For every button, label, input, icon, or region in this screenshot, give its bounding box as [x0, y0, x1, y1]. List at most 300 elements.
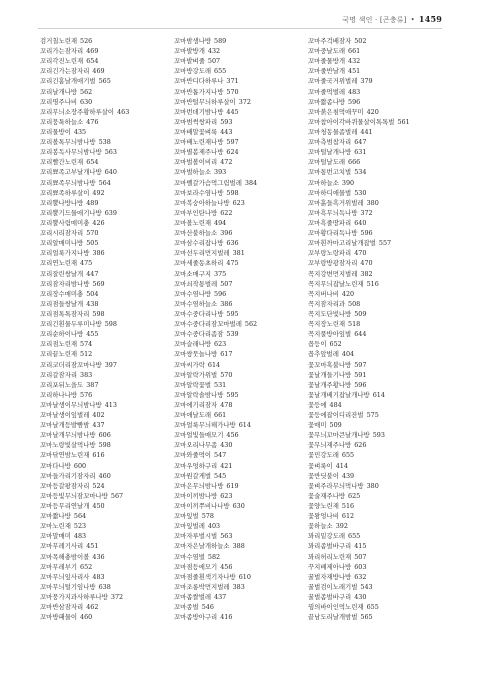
index-term: 꽈리밑강도래 — [308, 532, 346, 541]
index-term: 꼬마흑무늬독나방 — [308, 208, 358, 217]
index-entry — [174, 450, 308, 460]
index-term: 꼬마측범참자리 — [308, 138, 352, 147]
index-page-ref: 570 — [226, 87, 239, 96]
index-page-ref: 598 — [92, 309, 105, 318]
index-entry — [174, 309, 308, 319]
index-entry — [40, 380, 174, 390]
index-page-ref: 570 — [86, 229, 99, 238]
index-entry — [40, 329, 174, 339]
index-page-ref: 386 — [220, 299, 233, 308]
index-term: 꽃무늬꼬마큰날개나방 — [308, 431, 370, 440]
index-entry — [40, 400, 174, 410]
index-page-ref: 507 — [220, 279, 233, 288]
index-term: 꼬마줄먹벌레 — [308, 87, 346, 96]
index-page-ref: 622 — [220, 208, 233, 217]
index-page-ref: 654 — [86, 57, 99, 66]
index-page-ref: 447 — [86, 269, 99, 278]
index-entry — [308, 87, 442, 97]
index-entry — [308, 339, 442, 349]
index-page-ref: 562 — [244, 320, 258, 329]
index-entry — [174, 521, 308, 531]
index-term: 꼬리뾰족고부날개나방 — [40, 168, 102, 177]
index-page-ref: 574 — [80, 340, 93, 349]
index-entry — [308, 188, 442, 198]
index-term: 꼬마방강도래 — [174, 67, 212, 76]
index-term: 꼬리뭉툭하늘소 — [40, 117, 84, 126]
index-page-ref: 432 — [348, 57, 361, 66]
index-term: 꼬마벌볼이비리 — [174, 158, 218, 167]
index-entry — [308, 521, 442, 531]
index-entry — [174, 228, 308, 238]
index-entry — [174, 127, 308, 137]
index-entry — [40, 238, 174, 248]
index-entry — [174, 602, 308, 612]
index-term: 꼬마종벌 — [174, 603, 199, 612]
index-entry — [174, 541, 308, 551]
index-page-ref: 470 — [354, 249, 367, 258]
index-page-ref: 565 — [98, 77, 111, 86]
index-page-ref: 416 — [220, 613, 233, 622]
index-entry — [308, 147, 442, 157]
index-term: 꼬리점톡톡잠자리 — [40, 309, 90, 318]
index-term: 꼭지무늬잡날노린재 — [308, 279, 364, 288]
index-page-ref: 436 — [92, 552, 105, 561]
index-entry — [40, 481, 174, 491]
index-entry — [308, 178, 442, 188]
index-entry — [40, 471, 174, 481]
index-entry — [40, 410, 174, 420]
index-term: 꼬마등갈팡잠자리 — [40, 481, 90, 490]
index-term: 꼬리볼톡무늬밤나방 — [40, 138, 96, 147]
index-entry — [40, 511, 174, 521]
index-term: 꼬리코더리잠꼬마나방 — [40, 360, 102, 369]
index-page-ref: 570 — [220, 370, 233, 379]
index-page-ref: 569 — [92, 279, 105, 288]
index-term: 꼬리잠자리밤나방 — [40, 279, 90, 288]
index-entry — [40, 127, 174, 137]
index-entry — [40, 218, 174, 228]
index-entry — [174, 552, 308, 562]
index-entry — [308, 612, 442, 622]
index-term: 꼬리뿔나방나방 — [40, 198, 84, 207]
index-entry — [40, 137, 174, 147]
index-page-ref: 478 — [220, 400, 233, 409]
index-page-ref: 489 — [86, 198, 99, 207]
index-entry — [308, 471, 442, 481]
index-entry — [40, 188, 174, 198]
index-page-ref: 430 — [220, 441, 233, 450]
index-page-ref: 652 — [80, 562, 93, 571]
index-term: 꼭지강변먼지벌레 — [308, 269, 358, 278]
index-page-ref: 404 — [341, 350, 355, 359]
index-page-ref: 603 — [354, 562, 367, 571]
index-entry — [174, 491, 308, 501]
index-term: 꼬마등무리연날개 — [40, 502, 90, 511]
index-entry — [40, 107, 174, 117]
index-term: 꼬마볼노린재 — [174, 218, 212, 227]
index-term: 꼬마날개무늬밤나방 — [40, 431, 96, 440]
index-term: 꼬마별봄제주나방 — [174, 148, 224, 157]
index-term: 꼬리점들쌍날개 — [40, 299, 84, 308]
index-term: 꽃벼룩이 — [308, 461, 333, 470]
index-term: 꽈리허리노린재 — [308, 552, 352, 561]
index-term: 꼬마잎벌레 — [174, 522, 205, 531]
index-term: 꼬마쇠작통벌레 — [174, 279, 218, 288]
index-page-ref: 504 — [86, 289, 99, 298]
index-term: 꼬마애날도래 — [174, 411, 212, 420]
index-page-ref: 596 — [354, 380, 367, 389]
index-term: 꼬마등빛무늬잠꼬마나방 — [40, 491, 108, 500]
index-page-ref: 562 — [80, 87, 93, 96]
index-term: 꼬마이끼쭈비나나방 — [174, 502, 230, 511]
header-divider — [38, 28, 442, 29]
index-term: 꼬마참아이각바퀴물살이톡톡벌 — [308, 117, 395, 126]
index-entry — [308, 582, 442, 592]
index-entry — [308, 127, 442, 137]
index-entry — [40, 178, 174, 188]
index-term: 꼬리날개나방 — [40, 87, 78, 96]
index-entry — [308, 562, 442, 572]
index-term: 꼬마하늘소 — [308, 178, 339, 187]
index-entry — [308, 450, 442, 460]
index-term: 꼬마노린재 — [40, 522, 71, 531]
index-entry — [308, 258, 442, 268]
index-entry — [40, 36, 174, 46]
index-term: 꼬마다나방 — [40, 461, 71, 470]
index-entry — [174, 107, 308, 117]
index-page-ref: 598 — [226, 188, 239, 197]
index-term: 꼬마배말꽃벼룩 — [174, 127, 218, 136]
index-entry — [40, 319, 174, 329]
index-page-ref: 567 — [110, 491, 124, 500]
index-term: 꼬리뿔사림매미충 — [40, 218, 90, 227]
index-page-ref: 381 — [232, 249, 245, 258]
index-page-ref: 437 — [92, 421, 105, 430]
index-term: 꼬마점등에모기 — [174, 562, 218, 571]
index-entry — [308, 410, 442, 420]
index-term: 꼬리뾰족무늬밤나방 — [40, 178, 96, 187]
index-page-ref: 661 — [348, 47, 361, 56]
index-entry — [40, 461, 174, 471]
index-term: 꼬마좀방아구리 — [174, 613, 218, 622]
index-page-ref: 505 — [86, 239, 99, 248]
index-entry — [308, 56, 442, 66]
index-page-ref: 462 — [86, 603, 99, 612]
index-page-ref: 610 — [238, 572, 251, 581]
index-page-ref: 484 — [329, 400, 342, 409]
index-term: 꼬마에기리잠자 — [174, 400, 218, 409]
index-page-ref: 644 — [354, 330, 367, 339]
index-entry — [308, 572, 442, 582]
index-page-ref: 526 — [80, 37, 93, 45]
index-term: 꽃날개배기잡날개나방 — [308, 390, 370, 399]
index-entry — [174, 87, 308, 97]
index-entry — [308, 501, 442, 511]
index-entry — [308, 46, 442, 56]
index-entry — [174, 360, 308, 370]
index-page-ref: 386 — [92, 249, 105, 258]
index-term: 꽃무늬재주나방 — [308, 441, 352, 450]
index-term: 꼬리빨간노린재 — [40, 158, 84, 167]
index-entry — [308, 76, 442, 86]
index-page-ref: 576 — [80, 390, 93, 399]
index-term: 꽃하늘소 — [308, 522, 333, 531]
index-term: 꼬리뾰족하루살이 — [40, 188, 90, 197]
index-term: 꼬마날생이잎벌레 — [40, 411, 90, 420]
index-term: 꼬마들가리기잠자리 — [40, 471, 96, 480]
index-page-ref: 614 — [238, 421, 251, 430]
index-page-ref: 382 — [360, 269, 373, 278]
index-entry — [174, 117, 308, 127]
index-entry — [308, 167, 442, 177]
index-page-ref: 483 — [348, 87, 361, 96]
index-entry — [40, 87, 174, 97]
index-entry — [174, 430, 308, 440]
index-entry — [174, 56, 308, 66]
index-term: 꼬마반털무늬하루살이 — [174, 97, 236, 106]
index-term: 꽃민강도래 — [308, 451, 339, 460]
index-entry — [174, 269, 308, 279]
index-page-ref: 396 — [220, 229, 233, 238]
index-entry — [40, 228, 174, 238]
index-term: 꼽등이 — [308, 340, 327, 349]
index-term: 꼬마짧좀나방 — [308, 97, 346, 106]
index-entry — [308, 36, 442, 46]
index-entry — [308, 349, 442, 359]
index-entry — [308, 269, 442, 279]
index-term: 꼬마알락가위벌 — [174, 370, 218, 379]
index-entry — [40, 592, 174, 602]
index-term: 꼬리포뒤노을도 — [40, 380, 84, 389]
index-page-ref: 483 — [92, 572, 105, 581]
index-page-ref: 564 — [98, 178, 111, 187]
index-page-ref: 561 — [397, 117, 410, 126]
index-page-ref: 445 — [226, 107, 239, 116]
index-term: 꼬마수염나방 — [174, 289, 212, 298]
index-page-ref: 379 — [360, 77, 373, 86]
index-page-ref: 623 — [220, 491, 233, 500]
index-entry — [40, 258, 174, 268]
index-entry — [40, 56, 174, 66]
index-term: 꼬마줄반날개 — [308, 67, 346, 76]
index-page-ref: 597 — [354, 360, 367, 369]
index-term: 꼬마황다리독나방 — [308, 229, 358, 238]
index-term: 꼬마날개등발뺨밤 — [40, 421, 90, 430]
index-page-ref: 597 — [226, 138, 239, 147]
index-term: 꼬마세줄동초하리 — [174, 259, 224, 268]
index-entry — [174, 76, 308, 86]
index-term: 꼬마복숭아하늘나방 — [174, 198, 230, 207]
index-page-ref: 492 — [92, 188, 105, 197]
index-page-ref: 388 — [232, 542, 245, 551]
index-entry — [40, 66, 174, 76]
index-entry — [308, 541, 442, 551]
index-page-ref: 438 — [86, 299, 99, 308]
index-page-ref: 625 — [348, 491, 361, 500]
index-page-ref: 616 — [92, 451, 105, 460]
index-page-ref: 612 — [341, 512, 355, 521]
index-page-ref: 508 — [348, 299, 361, 308]
index-entry — [40, 157, 174, 167]
index-column-2 — [174, 36, 308, 622]
index-page-ref: 375 — [214, 269, 227, 278]
index-term: 꼬마이끼밤나방 — [174, 491, 218, 500]
index-page-ref: 593 — [220, 117, 233, 126]
index-page-ref: 623 — [232, 198, 245, 207]
index-entry — [308, 289, 442, 299]
index-term: 꼽추앞벌레 — [308, 350, 339, 359]
index-page-ref: 384 — [244, 178, 258, 187]
index-page-ref: 469 — [86, 47, 99, 56]
index-term: 꼬마자루벌시벌 — [174, 532, 218, 541]
index-term: 꼬마흰까마고리날개잡벌 — [308, 239, 376, 248]
index-term: 꼬마밭벼줄 — [174, 57, 205, 66]
index-term: 꼬마와줄먹이 — [174, 451, 212, 460]
index-term: 꼬마부인탄나방 — [174, 208, 218, 217]
index-entry — [174, 349, 308, 359]
index-entry — [174, 531, 308, 541]
index-page-ref: 383 — [232, 582, 245, 591]
index-term: 꼭지잠자리과 — [308, 299, 346, 308]
index-entry — [308, 218, 442, 228]
index-term: 꼬리봉독사무늬밤나방 — [40, 148, 102, 157]
index-entry — [40, 440, 174, 450]
index-page-ref: 600 — [73, 461, 87, 470]
index-entry — [308, 248, 442, 258]
index-entry — [174, 380, 308, 390]
index-page-ref: 451 — [348, 67, 361, 76]
index-term: 꼬마원갈게벌 — [174, 471, 212, 480]
index-page-ref: 470 — [360, 259, 373, 268]
index-page-ref: 606 — [98, 431, 111, 440]
index-term: 꼬리명주나비 — [40, 97, 78, 106]
index-page-ref: 595 — [226, 309, 239, 318]
index-page-ref: 392 — [335, 522, 348, 531]
index-term: 검거칠노린재 — [40, 37, 78, 45]
index-term: 꼬마무늬털기임나방 — [40, 582, 96, 591]
index-column-1 — [40, 36, 174, 622]
index-entry — [40, 46, 174, 56]
index-page-ref: 624 — [226, 148, 239, 157]
index-entry — [174, 198, 308, 208]
index-entry — [308, 552, 442, 562]
index-entry — [40, 491, 174, 501]
index-page-ref: 632 — [354, 572, 367, 581]
index-entry — [308, 279, 442, 289]
index-term: 꼬마산불하늘소 — [174, 229, 218, 238]
index-page-ref: 557 — [378, 239, 392, 248]
index-page-ref: 589 — [214, 37, 227, 45]
index-term: 꼬마알락꽃벌 — [174, 380, 212, 389]
index-entry — [174, 218, 308, 228]
index-term: 꼬마번데기밤나방 — [174, 107, 224, 116]
index-term: 꼬마무늬잎사리사 — [40, 572, 90, 581]
index-entry — [308, 238, 442, 248]
index-entry — [174, 572, 308, 582]
index-entry — [308, 440, 442, 450]
index-term: 꼬리긴홈날개애기벌 — [40, 77, 96, 86]
index-term: 꼬마우엉하구리 — [174, 461, 218, 470]
index-entry — [40, 501, 174, 511]
index-term: 꼬마노랑빛살먹나방 — [40, 441, 96, 450]
index-entry — [174, 329, 308, 339]
index-term: 꼬마수중다리나방 — [174, 309, 224, 318]
index-entry — [40, 420, 174, 430]
index-term: 꼬마얼룩무늬해가나방 — [174, 421, 236, 430]
index-page-ref: 456 — [226, 431, 239, 440]
index-entry — [308, 107, 442, 117]
index-entry — [40, 612, 174, 622]
index-entry — [308, 511, 442, 521]
index-entry — [308, 97, 442, 107]
index-entry — [308, 137, 442, 147]
index-term: 꼬마뭉가지과사하루나방 — [40, 593, 108, 602]
index-page-ref: 564 — [73, 512, 87, 521]
index-page-ref: 372 — [110, 593, 124, 602]
index-page-ref: 596 — [348, 97, 361, 106]
index-entry — [308, 360, 442, 370]
index-entry — [40, 370, 174, 380]
index-page-ref: 397 — [104, 360, 117, 369]
index-term: 꼬리하나나방 — [40, 390, 78, 399]
index-page-ref: 509 — [329, 421, 342, 430]
index-page-ref: 475 — [80, 259, 93, 268]
index-page-ref: 593 — [372, 431, 385, 440]
index-page-ref: 538 — [98, 138, 111, 147]
index-term: 꼬마수중다리잠꼬마벌레 — [174, 320, 242, 329]
index-term: 꽃술재주나방 — [308, 491, 346, 500]
index-term: 꼬리연노린재 — [40, 259, 78, 268]
index-entry — [40, 582, 174, 592]
index-term: 꼬마소매구지 — [174, 269, 212, 278]
index-page-ref: 563 — [104, 148, 117, 157]
index-term: 꼬리끝노린재 — [40, 350, 78, 359]
index-entry — [308, 228, 442, 238]
index-entry — [174, 46, 308, 56]
index-page-ref: 426 — [92, 218, 105, 227]
index-term: 꽃반딧불이 — [308, 471, 339, 480]
index-entry — [174, 592, 308, 602]
index-page-ref: 421 — [220, 461, 233, 470]
index-columns — [40, 36, 442, 622]
index-term: 꼬마목해충밤이볼 — [40, 552, 90, 561]
index-page-ref: 507 — [207, 57, 221, 66]
index-entry — [40, 562, 174, 572]
index-entry — [174, 582, 308, 592]
index-term: 꼬리순하이나방 — [40, 330, 84, 339]
index-entry — [40, 248, 174, 258]
index-entry — [174, 471, 308, 481]
index-page-ref: 582 — [207, 552, 221, 561]
index-term: 꼭지도단빛나방 — [308, 309, 352, 318]
index-page-ref: 518 — [348, 320, 361, 329]
index-entry — [40, 349, 174, 359]
index-page-ref: 614 — [372, 390, 385, 399]
index-term: 꼬마좁쌀벌레 — [174, 593, 212, 602]
index-page-ref: 546 — [201, 603, 214, 612]
index-page-ref: 638 — [98, 582, 111, 591]
index-term: 꽃매미 — [308, 421, 327, 430]
index-entry — [308, 117, 442, 127]
index-page-ref: 619 — [226, 481, 239, 490]
index-term: 꼬마닦연밤노린재 — [40, 451, 90, 460]
index-entry — [174, 137, 308, 147]
index-entry — [174, 612, 308, 622]
index-term: 꼬리뿔기드물애기나방 — [40, 208, 102, 217]
index-entry — [40, 360, 174, 370]
index-term: 꼬마자은날개하늘소 — [174, 542, 230, 551]
index-term: 꽃등에 — [308, 400, 327, 409]
